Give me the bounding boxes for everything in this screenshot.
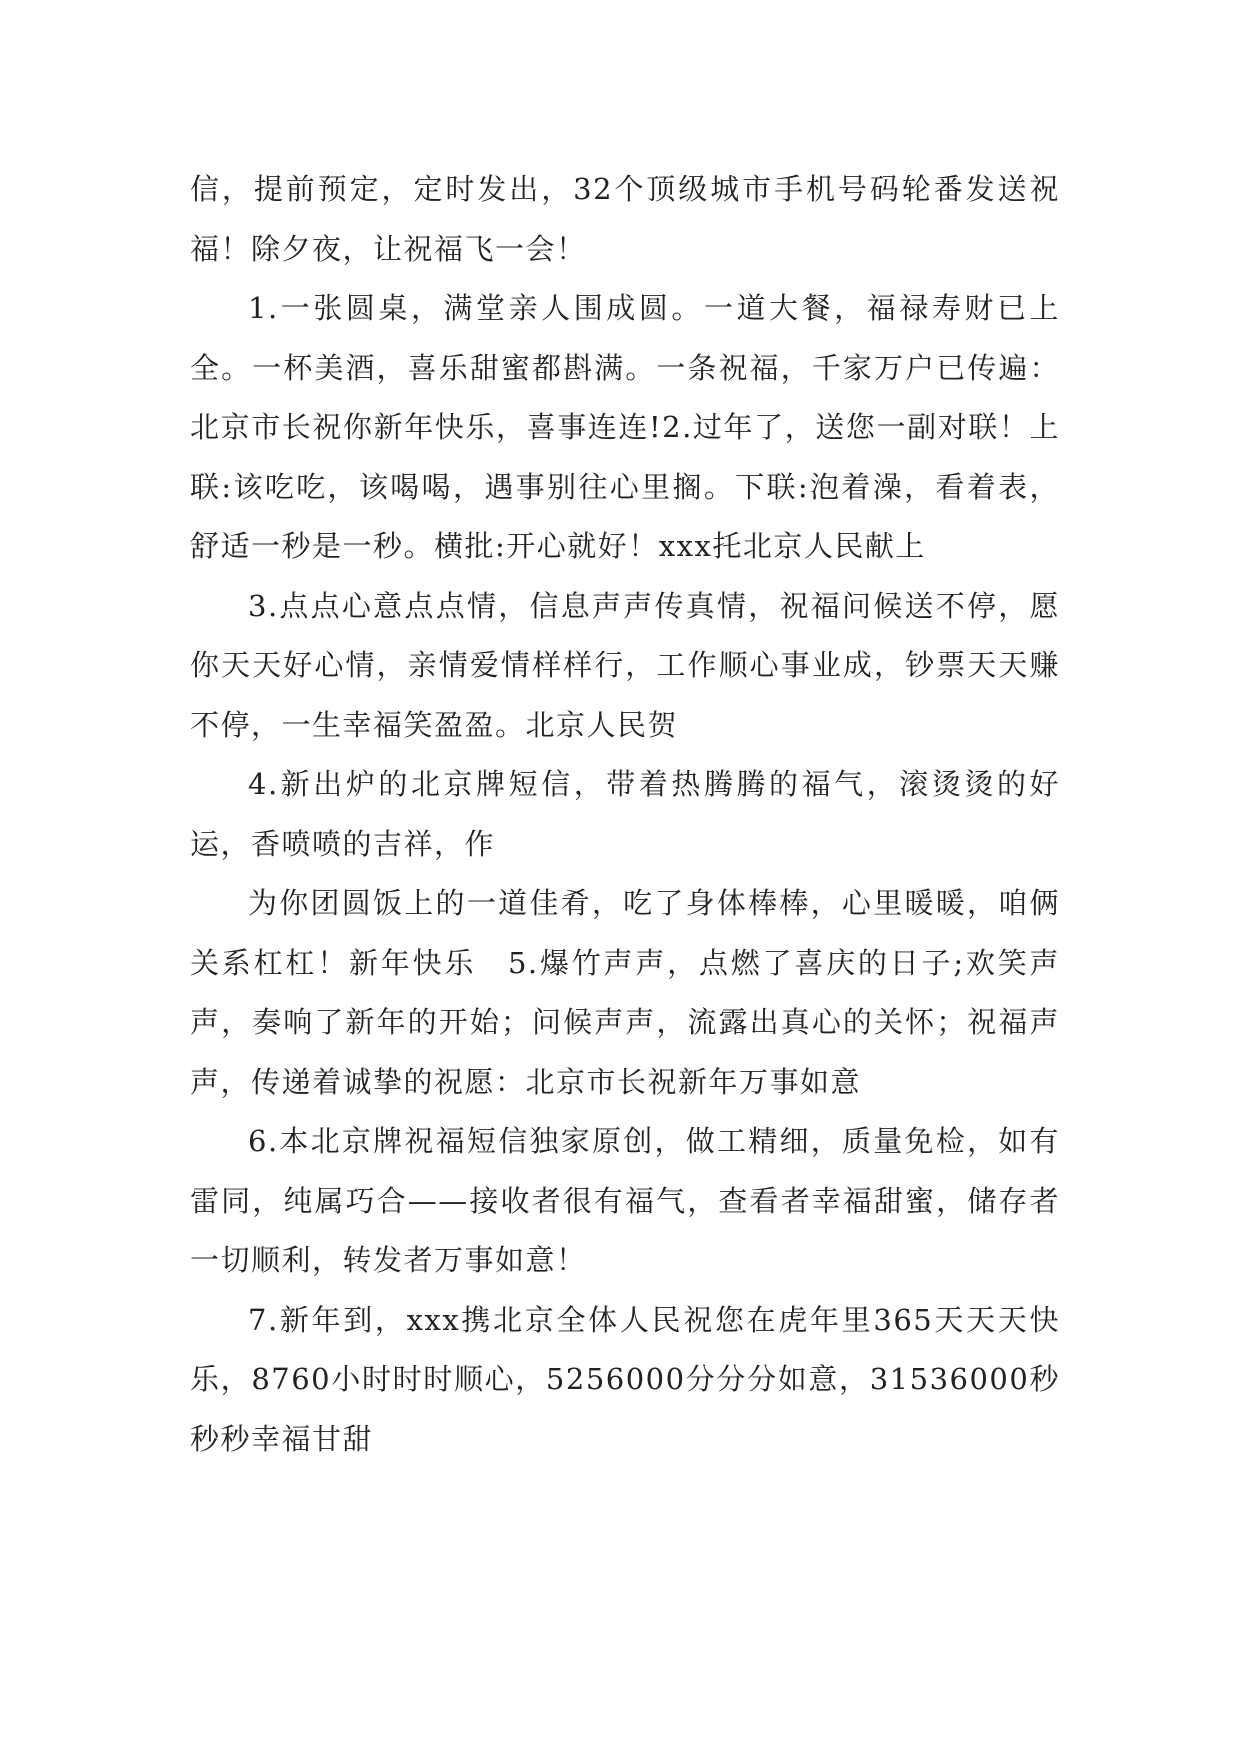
paragraph-item-3: 3.点点心意点点情，信息声声传真情，祝福问候送不停，愿你天天好心情，亲情爱情样样行，工作顺心事业成，钞票天天赚不停，一生幸福笑盈盈。北京人民贺 — [190, 588, 1060, 742]
paragraph-item-4: 4.新出炉的北京牌短信，带着热腾腾的福气，滚烫烫的好运，香喷喷的吉祥，作 — [190, 767, 1060, 861]
paragraph-item-7: 7.新年到，xxx携北京全体人民祝您在虎年里365天天天快乐，8760小时时时顺心，5256000分分分如意，31536000秒秒秒幸福甘甜 — [190, 1302, 1060, 1456]
paragraph-item-4-5: 为你团圆饭上的一道佳肴，吃了身体棒棒，心里暖暖，咱俩关系杠杠！新年快乐 5.爆竹声声，点燃了喜庆的日子;欢笑声声，奏响了新年的开始；问候声声，流露出真心的关怀；祝福声声，传递着诚挚的祝愿：北京市长祝新年万事如意 — [190, 886, 1060, 1099]
paragraph-continuation: 信，提前预定，定时发出，32个顶级城市手机号码轮番发送祝福！除夕夜，让祝福飞一会！ — [190, 172, 1060, 266]
paragraph-item-6: 6.本北京牌祝福短信独家原创，做工精细，质量免检，如有雷同，纯属巧合——接收者很有福气，查看者幸福甜蜜，储存者一切顺利，转发者万事如意！ — [190, 1124, 1060, 1277]
document-body — [190, 160, 1060, 1469]
paragraph-item-1-2: 1.一张圆桌，满堂亲人围成圆。一道大餐，福禄寿财已上全。一杯美酒，喜乐甜蜜都斟满。一条祝福，千家万户已传遍：北京市长祝你新年快乐，喜事连连!2.过年了，送您一副对联！上联:该吃吃，该喝喝，遇事别往心里搁。下联:泡着澡，看着表，舒适一秒是一秒。横批:开心就好！xxx托北京人民献上 — [190, 291, 1060, 563]
